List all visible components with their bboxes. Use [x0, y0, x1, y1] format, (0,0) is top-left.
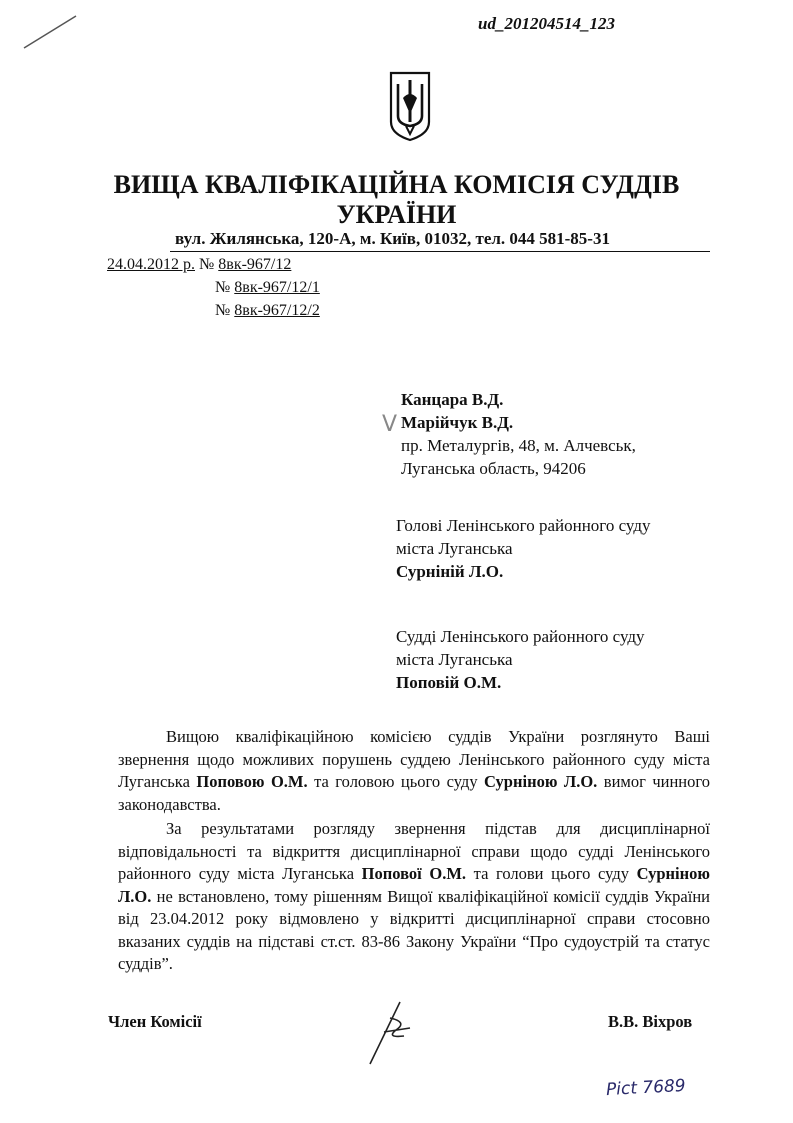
recipient-block-judge — [396, 625, 645, 694]
signatory-name: В.В. Віхров — [608, 1012, 693, 1031]
recipient-address: Луганська область, 94206 — [401, 459, 586, 478]
recipient-title: міста Луганська — [396, 650, 513, 669]
letter-body — [118, 726, 710, 978]
recipient-name: Поповій О.М. — [396, 673, 502, 692]
organization-name-line2: УКРАЇНИ — [336, 200, 457, 229]
registration-date: 24.04.2012 р. — [107, 256, 195, 273]
organization-address: вул. Жилянська, 120-А, м. Київ, 01032, тел. 044 581-85-31 — [175, 229, 610, 248]
organization-name-line1: ВИЩА КВАЛІФІКАЦІЙНА КОМІСІЯ СУДДІВ — [113, 170, 680, 199]
registration-number: 8вк-967/12 — [218, 256, 292, 273]
registration-number: 8вк-967/12/1 — [234, 279, 320, 296]
recipient-title: міста Луганська — [396, 539, 513, 558]
trident-emblem-icon — [387, 70, 433, 142]
body-paragraph-1: Вищою кваліфікаційною комісією суддів України розглянуто Ваші звернення щодо можливих порушень суддею Ленінського районного суду міста Луганська Поповою О.М. та головою цього суду Сурніною Л.О. вимог чинного законодавства. — [118, 727, 710, 814]
recipient-address: пр. Металургів, 48, м. Алчевськ, — [401, 436, 636, 455]
handwritten-tick-mark: V — [382, 412, 398, 437]
recipient-name: Канцара В.Д. — [401, 390, 504, 409]
organization-name — [0, 170, 793, 230]
registration-line-3: № 8вк-967/12/2 — [215, 302, 320, 319]
registration-line-1: 24.04.2012 р. № 8вк-967/12 — [107, 256, 292, 273]
registration-line-2: № 8вк-967/12/1 — [215, 279, 320, 296]
recipient-name: Сурніній Л.О. — [396, 562, 504, 581]
archive-stamp: Pict 7689 — [605, 1075, 687, 1101]
body-paragraph-2: За результатами розгляду звернення підстав для дисциплінарної відповідальності та відкриття дисциплінарної справи щодо судді Ленінського районного суду міста Луганська Попової О.М. та голови цього суду Сурніною Л.О. не встановлено, тому рішенням Вищої кваліфікаційної комісії суддів України від 23.04.2012 року відмовлено у відкритті дисциплінарної справи стосовно вказаних суддів на підставі ст.ст. 83-86 Закону України “Про судоустрій та статус суддів”. — [118, 819, 710, 973]
document-id: ud_201204514_123 — [478, 14, 615, 33]
recipient-title: Судді Ленінського районного суду — [396, 627, 645, 646]
recipient-block-court-head — [396, 514, 651, 583]
recipient-block-applicants — [401, 388, 636, 480]
recipient-title: Голові Ленінського районного суду — [396, 516, 651, 535]
registration-number: 8вк-967/12/2 — [234, 302, 320, 319]
recipient-name: Марійчук В.Д. — [401, 413, 514, 432]
header-divider — [170, 251, 710, 252]
pencil-stroke-mark — [20, 10, 80, 54]
signatory-position: Член Комісії — [108, 1012, 202, 1031]
handwritten-signature — [360, 998, 420, 1070]
